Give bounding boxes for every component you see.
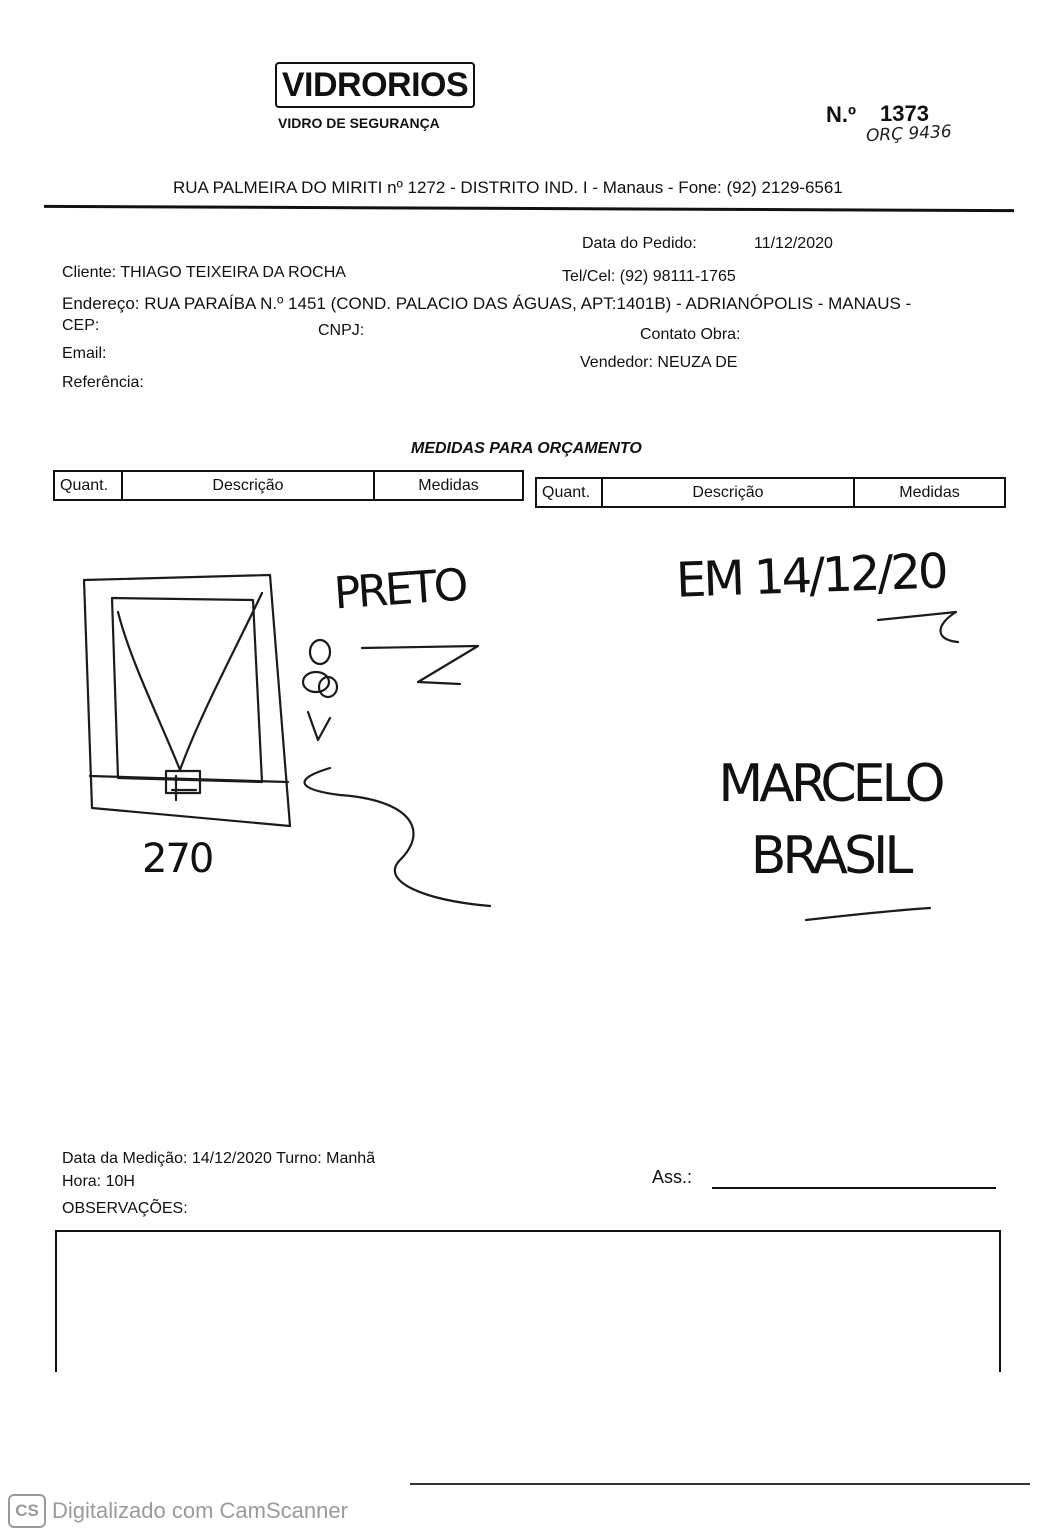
client-address-field: Endereço: RUA PARAÍBA N.º 1451 (COND. PALACIO DAS ÁGUAS, APT:1401B) - ADRIANÓPOLIS - MANAUS - <box>62 294 912 313</box>
column-header-description: Descrição <box>122 471 374 500</box>
cep-field: CEP: <box>62 317 100 334</box>
order-date-label: Data do Pedido: <box>582 235 697 252</box>
order-date-value: 11/12/2020 <box>754 235 833 252</box>
email-field: Email: <box>62 345 107 362</box>
company-tagline: VIDRO DE SEGURANÇA <box>278 115 440 131</box>
phone-field: Tel/Cel: (92) 98111-1765 <box>562 268 736 285</box>
camscanner-logo: CS <box>8 1494 46 1528</box>
observations-box <box>55 1230 1001 1372</box>
window-opening-line-right <box>180 593 262 770</box>
column-header-quantity: Quant. <box>54 471 122 500</box>
handwritten-mark <box>310 640 330 664</box>
name-underline <box>806 908 930 920</box>
window-opening-line-left <box>118 612 180 770</box>
scanner-watermark-text: Digitalizado com CamScanner <box>52 1498 348 1523</box>
seller-field: Vendedor: NEUZA DE <box>580 354 738 371</box>
document-number-label: N.º <box>826 102 857 127</box>
handwritten-signature-name: MARCELO BRASIL <box>718 754 942 886</box>
column-header-measures: Medidas <box>374 471 523 500</box>
reference-field: Referência: <box>62 374 144 391</box>
column-header-description: Descrição <box>602 478 854 507</box>
measurement-time-field: Hora: 10H <box>62 1173 135 1190</box>
client-field: Cliente: THIAGO TEIXEIRA DA ROCHA <box>62 264 346 281</box>
handwritten-measure: 270 <box>142 836 213 882</box>
section-title: MEDIDAS PARA ORÇAMENTO <box>411 440 642 457</box>
column-header-quantity: Quant. <box>536 478 602 507</box>
date-underline <box>878 612 958 642</box>
scanner-watermark <box>8 1494 348 1528</box>
handwritten-color: PRETO <box>332 559 468 620</box>
document-number: 1373 <box>880 101 929 126</box>
measurement-date-field: Data da Medição: 14/12/2020 Turno: Manhã <box>62 1150 376 1167</box>
page-bottom-rule <box>410 1483 1030 1485</box>
company-address: RUA PALMEIRA DO MIRITI nº 1272 - DISTRITO IND. I - Manaus - Fone: (92) 2129-6561 <box>173 178 843 197</box>
handwritten-date-note: EM 14/12/20 <box>675 543 947 609</box>
observations-label: OBSERVAÇÕES: <box>62 1200 188 1217</box>
handwritten-z-mark <box>362 646 478 684</box>
column-header-measures: Medidas <box>854 478 1005 507</box>
site-contact-field: Contato Obra: <box>640 326 741 343</box>
cnpj-field: CNPJ: <box>318 322 365 339</box>
signature-line <box>712 1187 996 1189</box>
company-logo: VIDRORIOS <box>275 62 475 108</box>
handwritten-wave-line <box>305 768 490 906</box>
signature-label: Ass.: <box>652 1167 693 1187</box>
handwritten-quote-number: ORÇ 9436 <box>865 121 953 147</box>
